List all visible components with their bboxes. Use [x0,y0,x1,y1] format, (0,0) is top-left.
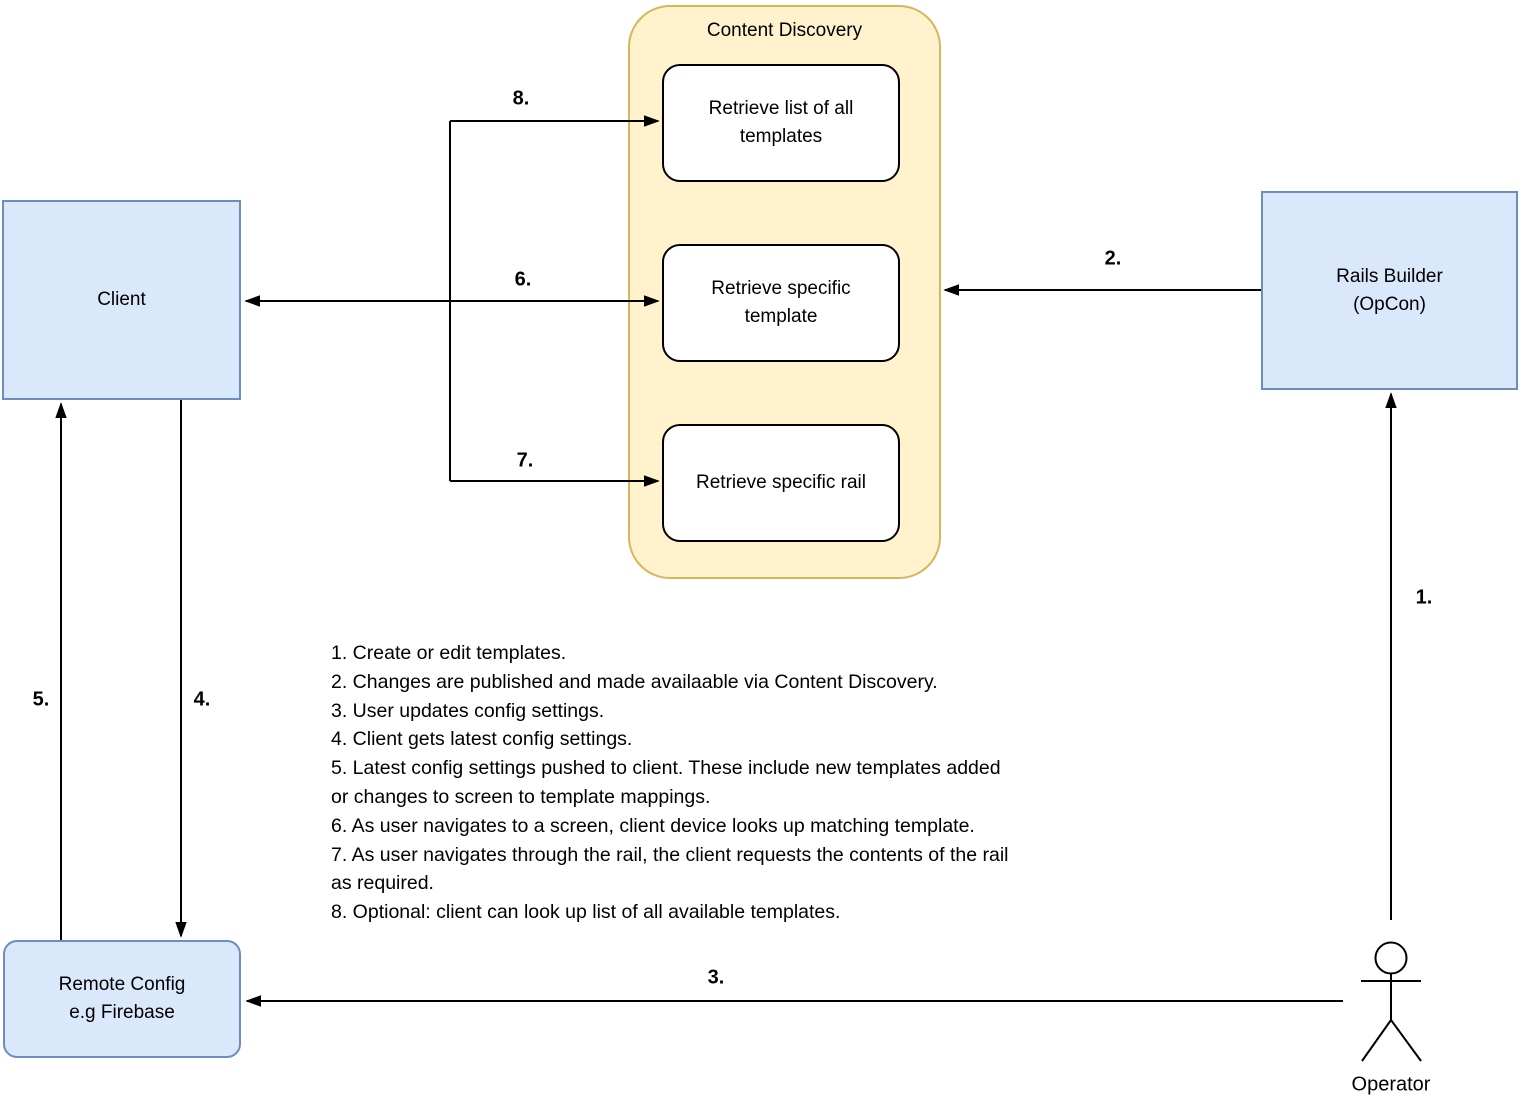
arrow-8-label: 8. [512,87,530,110]
node-rails-builder [1261,191,1518,390]
note-line: 5. Latest config settings pushed to client. These include new templates added [331,757,1001,780]
node-label: Retrieve list of all templates [708,98,854,147]
node-retrieve-list-of-all-templates [662,64,900,182]
arrow-6-label: 6. [514,268,532,291]
note-line: 1. Create or edit templates. [331,642,567,664]
node-label: Retrieve specific template [711,278,851,327]
node-label-line1: Rails Builder [1336,265,1443,287]
note-line: as required. [331,872,434,895]
node-label: Retrieve specific rail [696,472,866,494]
node-label-line2: e.g Firebase [69,1002,175,1023]
note-line: 8. Optional: client can look up list of all available templates. [331,901,841,924]
arrow-7-label: 7. [516,449,534,472]
arrow-3-label: 3. [707,966,725,989]
operator-figure-icon [1361,943,1421,1062]
arrow-2-label: 2. [1104,247,1122,270]
note-line: or changes to screen to template mappings. [331,785,711,808]
node-retrieve-specific-template [662,244,900,362]
node-label-line1: Remote Config [58,974,186,996]
operator-left-leg [1362,1020,1391,1061]
arrow-4-label: 4. [193,688,211,711]
note-line: 2. Changes are published and made availaable via Content Discovery. [331,670,938,693]
arrow-5-label: 5. [32,688,50,711]
notes-block [331,639,1008,927]
note-line: 3. User updates config settings. [331,699,605,722]
node-client [2,200,241,400]
node-retrieve-specific-rail [662,424,900,542]
operator-head [1376,943,1407,974]
operator-right-leg [1391,1020,1421,1061]
content-discovery-title: Content Discovery [706,20,863,41]
content-discovery-container [628,5,941,579]
arrow-1-label: 1. [1415,586,1433,609]
node-remote-config [3,940,241,1058]
operator-label: Operator [1351,1073,1431,1096]
note-line: 6. As user navigates to a screen, client device looks up matching template. [331,814,975,837]
note-line: 4. Client gets latest config settings. [331,728,633,751]
note-line: 7. As user navigates through the rail, the client requests the contents of the rail [331,843,1009,866]
node-label: Client [97,289,146,311]
node-label-line2: (OpCon) [1353,293,1426,315]
